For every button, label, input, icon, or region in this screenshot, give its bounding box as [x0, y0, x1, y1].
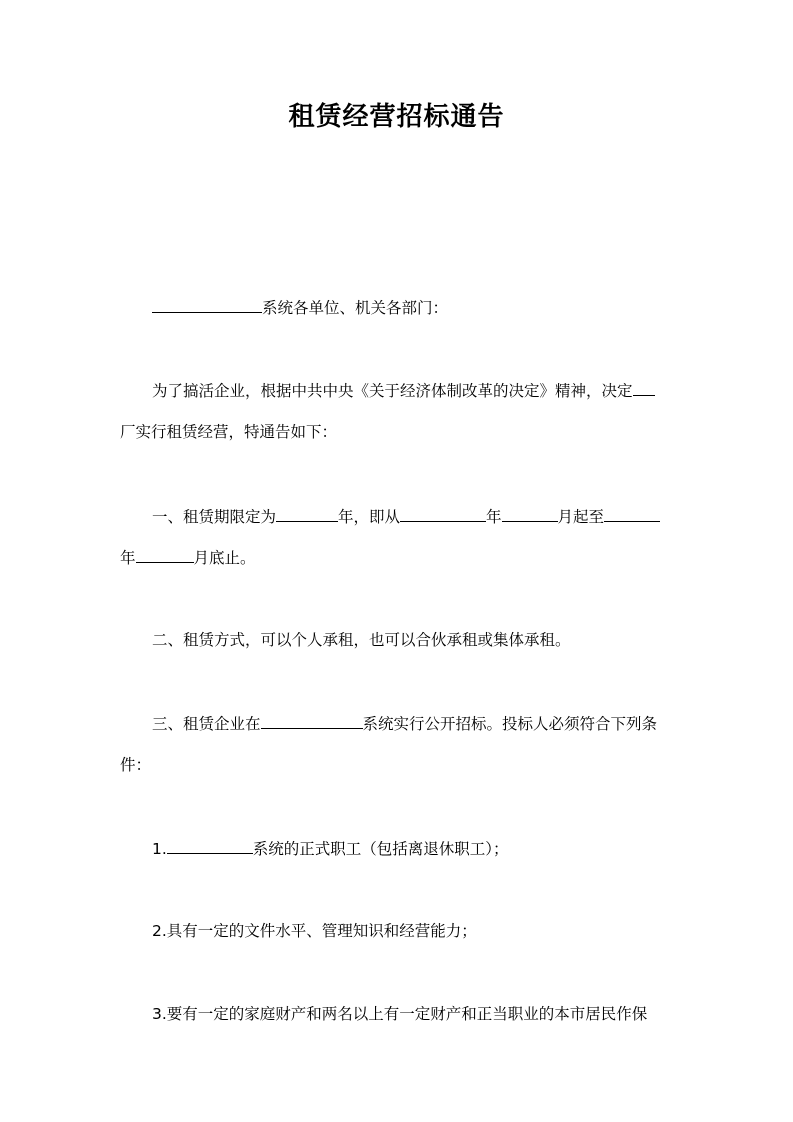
- item1-line-1: [152, 505, 660, 528]
- intro-line-2: [120, 421, 337, 443]
- blank-field: [400, 505, 486, 522]
- blank-field: [502, 505, 558, 522]
- item1-text-d: 月起至: [557, 508, 605, 526]
- condition-3-line: [152, 1003, 647, 1025]
- item3-text-a: 三、租赁企业在: [152, 715, 261, 733]
- item3-text-b: 系统实行公开招标。投标人必须符合下列条: [362, 715, 658, 733]
- blank-field: [152, 296, 262, 313]
- blank-field: [261, 712, 363, 729]
- item1-text-b: 年，即从: [338, 508, 401, 526]
- item1-text-c: 年: [486, 508, 502, 526]
- item1-line-2: [120, 546, 256, 569]
- blank-field: [604, 505, 660, 522]
- item1-text-e: 年: [120, 549, 136, 567]
- salutation-text: 系统各单位、机关各部门：: [262, 299, 449, 317]
- document-title: 租赁经营招标通告: [288, 102, 505, 132]
- cond1-text-a: 1.: [152, 840, 167, 858]
- blank-field: [136, 546, 194, 563]
- blank-field: [276, 505, 338, 522]
- cond2-text: 2.具有一定的文件水平、管理知识和经营能力；: [152, 922, 477, 940]
- blank-field: [633, 379, 655, 396]
- intro-line-1: [152, 379, 655, 402]
- item2-text: 二、租赁方式，可以个人承租，也可以合伙承租或集体承租。: [152, 631, 571, 649]
- item2-line: [152, 629, 571, 651]
- item1-text-a: 一、租赁期限定为: [152, 508, 277, 526]
- condition-1-line: [152, 837, 509, 860]
- cond3-text: 3.要有一定的家庭财产和两名以上有一定财产和正当职业的本市居民作保: [152, 1005, 648, 1023]
- blank-field: [167, 837, 253, 854]
- intro-text-2: 厂实行租赁经营，特通告如下：: [120, 423, 338, 441]
- item3-line-1: [152, 712, 657, 735]
- salutation-line: [152, 296, 448, 319]
- condition-2-line: [152, 920, 477, 942]
- item3-text-c: 件：: [120, 756, 152, 774]
- intro-text-1: 为了搞活企业，根据中共中央《关于经济体制改革的决定》精神，决定: [152, 382, 633, 400]
- item1-text-f: 月底止。: [193, 549, 256, 567]
- cond1-text-b: 系统的正式职工（包括离退休职工）；: [252, 840, 509, 858]
- item3-line-2: [120, 754, 151, 776]
